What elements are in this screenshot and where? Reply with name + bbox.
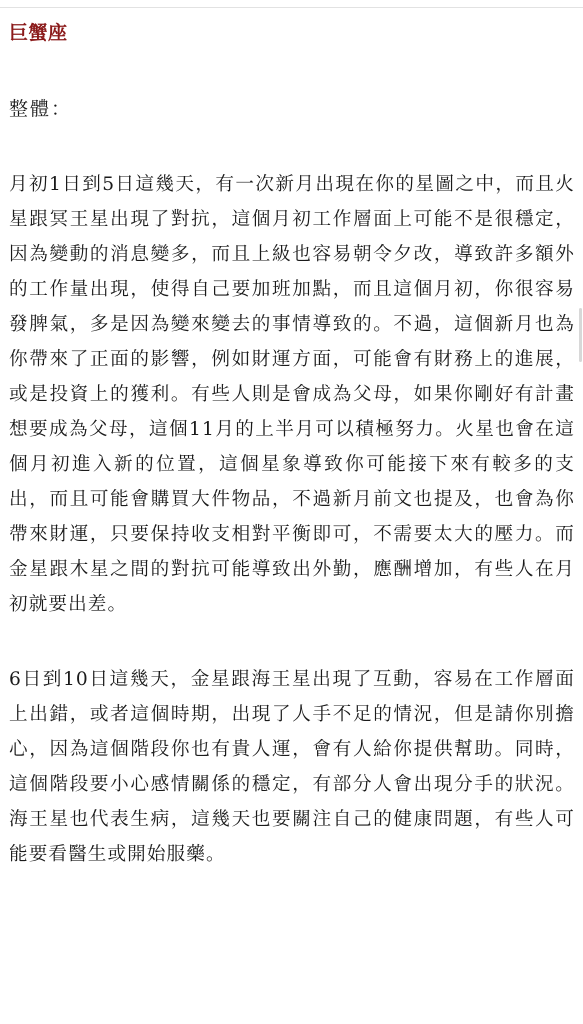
scrollbar-thumb[interactable] bbox=[579, 308, 582, 362]
section-heading-overall: 整體： bbox=[9, 98, 73, 120]
sign-title: 巨蟹座 bbox=[9, 22, 68, 44]
paragraph-early-month: 月初1日到5日這幾天，有一次新月出現在你的星圖之中，而且火星跟冥王星出現了對抗，這個月初工作層面上可能不是很穩定，因為變動的消息變多，而且上級也容易朝令夕改，導致許多額外的工作量出現，使得自己要加班加點，而且這個月初，你很容易發脾氣，多是因為變來變去的事情導致的。不過，這個新月也為你帶來了正面的影響，例如財運方面，可能會有財務上的進展，或是投資上的獲利。有些人則是會成為父母，如果你剛好有計畫想要成為父母，這個11月的上半月可以積極努力。火星也會在這個月初進入新的位置，這個星象導致你可能接下來有較多的支出，而且可能會購買大件物品，不過新月前文也提及，也會為你帶來財運，只要保持收支相對平衡即可，不需要太大的壓力。而金星跟木星之間的對抗可能導致出外勤，應酬增加，有些人在月初就要出差。 bbox=[9, 174, 575, 615]
horoscope-article bbox=[9, 20, 575, 872]
top-divider bbox=[0, 0, 583, 8]
paragraph-days-6-10: 6日到10日這幾天，金星跟海王星出現了互動，容易在工作層面上出錯，或者這個時期，出現了人手不足的情況，但是請你別擔心，因為這個階段你也有貴人運，會有人給你提供幫助。同時，這個階段要小心感情關係的穩定，有部分人會出現分手的狀況。海王星也代表生病，這幾天也要關注自己的健康問題，有些人可能要看醫生或開始服藥。 bbox=[9, 669, 575, 865]
